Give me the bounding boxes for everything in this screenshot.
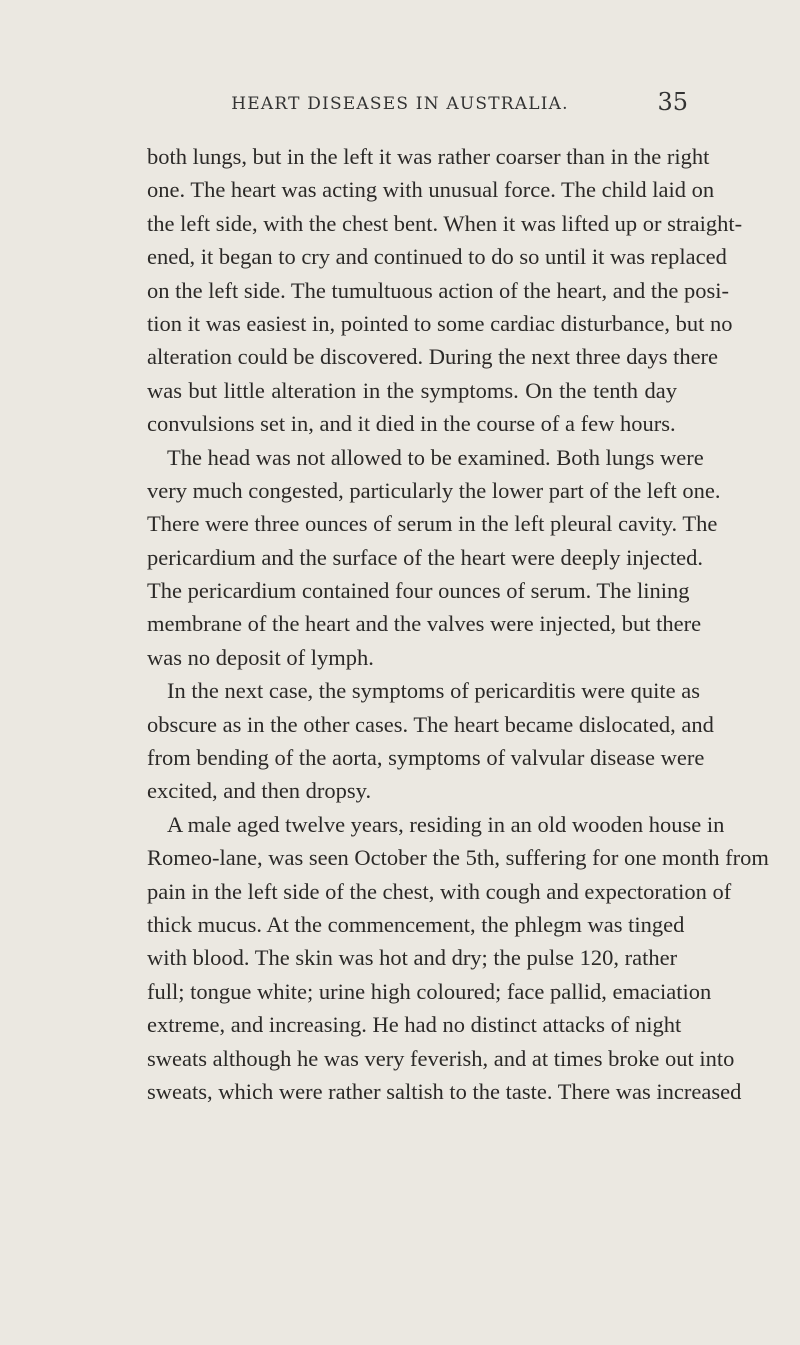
text-line: one. The heart was acting with unusual force. The child laid on — [147, 177, 715, 203]
text-line: very much congested, particularly the lower part of the left one. — [147, 477, 721, 503]
text-line: obscure as in the other cases. The heart became dislocated, and — [147, 711, 714, 737]
text-line: both lungs, but in the left it was rather coarser than in the right — [147, 144, 710, 169]
text-line: membrane of the heart and the valves were injected, but there — [147, 611, 702, 637]
text-line: thick mucus. At the commencement, the phlegm was tinged — [147, 911, 685, 937]
running-title: HEART DISEASES IN AUSTRALIA. — [231, 94, 569, 114]
running-head — [0, 88, 800, 128]
text-line: pain in the left side of the chest, with cough and expectoration of — [147, 878, 732, 904]
paragraph-start-line: A male aged twelve years, residing in an old wooden house in — [167, 811, 725, 837]
text-line: extreme, and increasing. He had no distinct attacks of night — [147, 1012, 682, 1038]
text-line: on the left side. The tumultuous action of the heart, and the posi- — [147, 277, 729, 303]
text-line: was no deposit of lymph. — [147, 644, 374, 670]
text-line: Romeo-lane, was seen October the 5th, suffering for one month from — [147, 845, 769, 871]
text-line: with blood. The skin was hot and dry; the pulse 120, rather — [147, 945, 678, 971]
text-line: was but little alteration in the symptoms. On the tenth day — [147, 377, 677, 403]
body-text — [147, 140, 769, 1108]
text-line: tion it was easiest in, pointed to some cardiac disturbance, but no — [147, 310, 733, 336]
paragraph-start-line: The head was not allowed to be examined. Both lungs were — [167, 444, 704, 470]
text-line: alteration could be discovered. During the next three days there — [147, 344, 719, 370]
text-line: from bending of the aorta, symptoms of valvular disease were — [147, 745, 705, 771]
text-line: sweats although he was very feverish, and at times broke out into — [147, 1045, 735, 1071]
text-line: convulsions set in, and it died in the course of a few hours. — [147, 411, 676, 437]
text-line: excited, and then dropsy. — [147, 778, 372, 804]
text-line: There were three ounces of serum in the left pleural cavity. The — [147, 511, 718, 537]
text-line: The pericardium contained four ounces of serum. The lining — [147, 578, 690, 604]
paragraph-start-line: In the next case, the symptoms of pericarditis were quite as — [167, 678, 700, 704]
text-line: full; tongue white; urine high coloured; face pallid, emaciation — [147, 978, 712, 1004]
text-line: ened, it began to cry and continued to do so until it was replaced — [147, 244, 727, 270]
page-number: 35 — [657, 88, 688, 116]
text-line: pericardium and the surface of the heart were deeply injected. — [147, 544, 703, 570]
text-line: the left side, with the chest bent. When it was lifted up or straight- — [147, 210, 743, 236]
text-line: sweats, which were rather saltish to the taste. There was increased — [147, 1078, 742, 1104]
